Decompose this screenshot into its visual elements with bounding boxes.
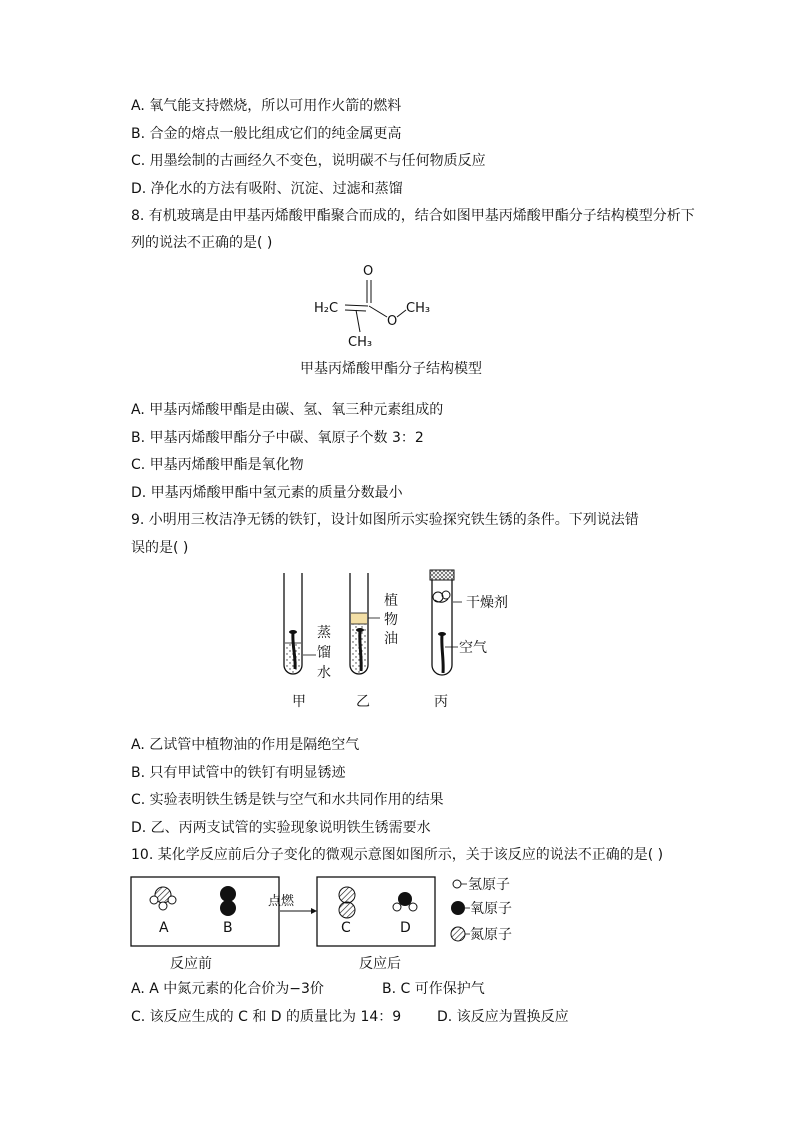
letter-c: C <box>341 920 351 936</box>
q8-group-h2c: H₂C <box>314 301 339 316</box>
letter-d: D <box>400 920 411 936</box>
q8-option-c: C. 甲基丙烯酸甲酯是氧化物 <box>131 457 304 473</box>
q7-option-a: A. 氧气能支持燃烧，所以可用作火箭的燃料 <box>131 98 402 114</box>
q8-group-ch3-right: CH₃ <box>406 301 431 316</box>
q8-double-bond-cc <box>345 305 368 306</box>
after-label: 反应后 <box>359 956 401 972</box>
oil-label-3: 油 <box>384 631 398 647</box>
q9-stem-line1: 9. 小明用三枚洁净无锈的铁钉，设计如图所示实验探究铁生锈的条件。下列说法错 <box>131 512 639 528</box>
q9-option-c: C. 实验表明铁生锈是铁与空气和水共同作用的结果 <box>131 792 444 808</box>
before-box <box>131 877 279 946</box>
q9-option-a: A. 乙试管中植物油的作用是隔绝空气 <box>131 737 360 753</box>
condition-label: 点燃 <box>268 894 295 909</box>
air-label: 空气 <box>459 640 487 656</box>
q10-reaction-figure <box>128 870 548 975</box>
q10-option-d: D. 该反应为置换反应 <box>437 1009 569 1025</box>
letter-b: B <box>223 920 233 936</box>
q10-option-a: A. A 中氮元素的化合价为−3价 <box>131 981 324 997</box>
legend-oxygen <box>451 901 512 917</box>
q9-option-d: D. 乙、丙两支试管的实验现象说明铁生锈需要水 <box>131 820 431 836</box>
q8-atom-o-top: O <box>363 264 374 279</box>
after-box <box>317 877 435 946</box>
legend-nitrogen-label: 氮原子 <box>470 927 512 943</box>
tube-yi <box>350 573 368 674</box>
tube-label-bing: 丙 <box>434 694 448 710</box>
water-label-2: 馏 <box>317 645 331 661</box>
legend-hydrogen <box>453 877 510 893</box>
oil-label-1: 植 <box>384 593 398 609</box>
tube-jia <box>284 573 302 674</box>
iron-nail-yi <box>360 631 361 671</box>
molecule-a <box>150 887 176 910</box>
q9-option-b: B. 只有甲试管中的铁钉有明显锈迹 <box>131 765 346 781</box>
desiccant-label: 干燥剂 <box>466 595 508 611</box>
q8-bond-c-o <box>369 306 387 317</box>
before-label: 反应前 <box>170 956 212 972</box>
desiccant <box>433 592 443 602</box>
q8-figure-caption: 甲基丙烯酸甲酯分子结构模型 <box>300 361 482 377</box>
legend-hydrogen-label: 氢原子 <box>468 877 510 893</box>
q10-option-b: B. C 可作保护气 <box>382 981 485 997</box>
q8-option-d: D. 甲基丙烯酸甲酯中氢元素的质量分数最小 <box>131 485 403 501</box>
q7-option-c: C. 用墨绘制的古画经久不变色，说明碳不与任何物质反应 <box>131 153 486 169</box>
q9-stem-line2: 误的是( ) <box>131 540 189 556</box>
tube-bing <box>430 570 454 675</box>
q10-stem: 10. 某化学反应前后分子变化的微观示意图如图所示，关于该反应的说法不正确的是( ) <box>131 847 664 863</box>
legend-oxygen-label: 氧原子 <box>470 901 512 917</box>
q8-option-b: B. 甲基丙烯酸甲酯分子中碳、氧原子个数 3：2 <box>131 430 424 446</box>
q8-stem-line1: 8. 有机玻璃是由甲基丙烯酸甲酯聚合而成的，结合如图甲基丙烯酸甲酯分子结构模型分析下 <box>131 208 695 224</box>
q8-group-ch3-bottom: CH₃ <box>348 335 373 350</box>
q8-bond-o-ch3 <box>397 310 406 317</box>
molecule-d <box>393 892 417 911</box>
q8-option-a: A. 甲基丙烯酸甲酯是由碳、氢、氧三种元素组成的 <box>131 402 444 418</box>
q9-rust-experiment-figure <box>270 565 530 715</box>
water-label-1: 蒸 <box>317 625 331 641</box>
tube-label-jia: 甲 <box>292 694 306 710</box>
q8-structure-figure <box>300 258 450 353</box>
letter-a: A <box>159 920 169 936</box>
q10-option-c: C. 该反应生成的 C 和 D 的质量比为 14：9 <box>131 1009 402 1025</box>
q8-bond-c-ch3 <box>356 310 360 332</box>
q8-stem-line2: 列的说法不正确的是( ) <box>131 235 273 251</box>
q7-option-b: B. 合金的熔点一般比组成它们的纯金属更高 <box>131 126 402 142</box>
oil-label-2: 物 <box>384 612 398 628</box>
iron-nail-bing <box>442 635 443 673</box>
tube-label-yi: 乙 <box>356 694 370 710</box>
q8-atom-o-ester: O <box>387 314 398 329</box>
molecule-c <box>339 887 355 918</box>
molecule-b <box>220 886 236 916</box>
water-label-3: 水 <box>317 665 331 681</box>
legend-nitrogen <box>451 927 512 943</box>
q7-option-d: D. 净化水的方法有吸附、沉淀、过滤和蒸馏 <box>131 181 403 197</box>
